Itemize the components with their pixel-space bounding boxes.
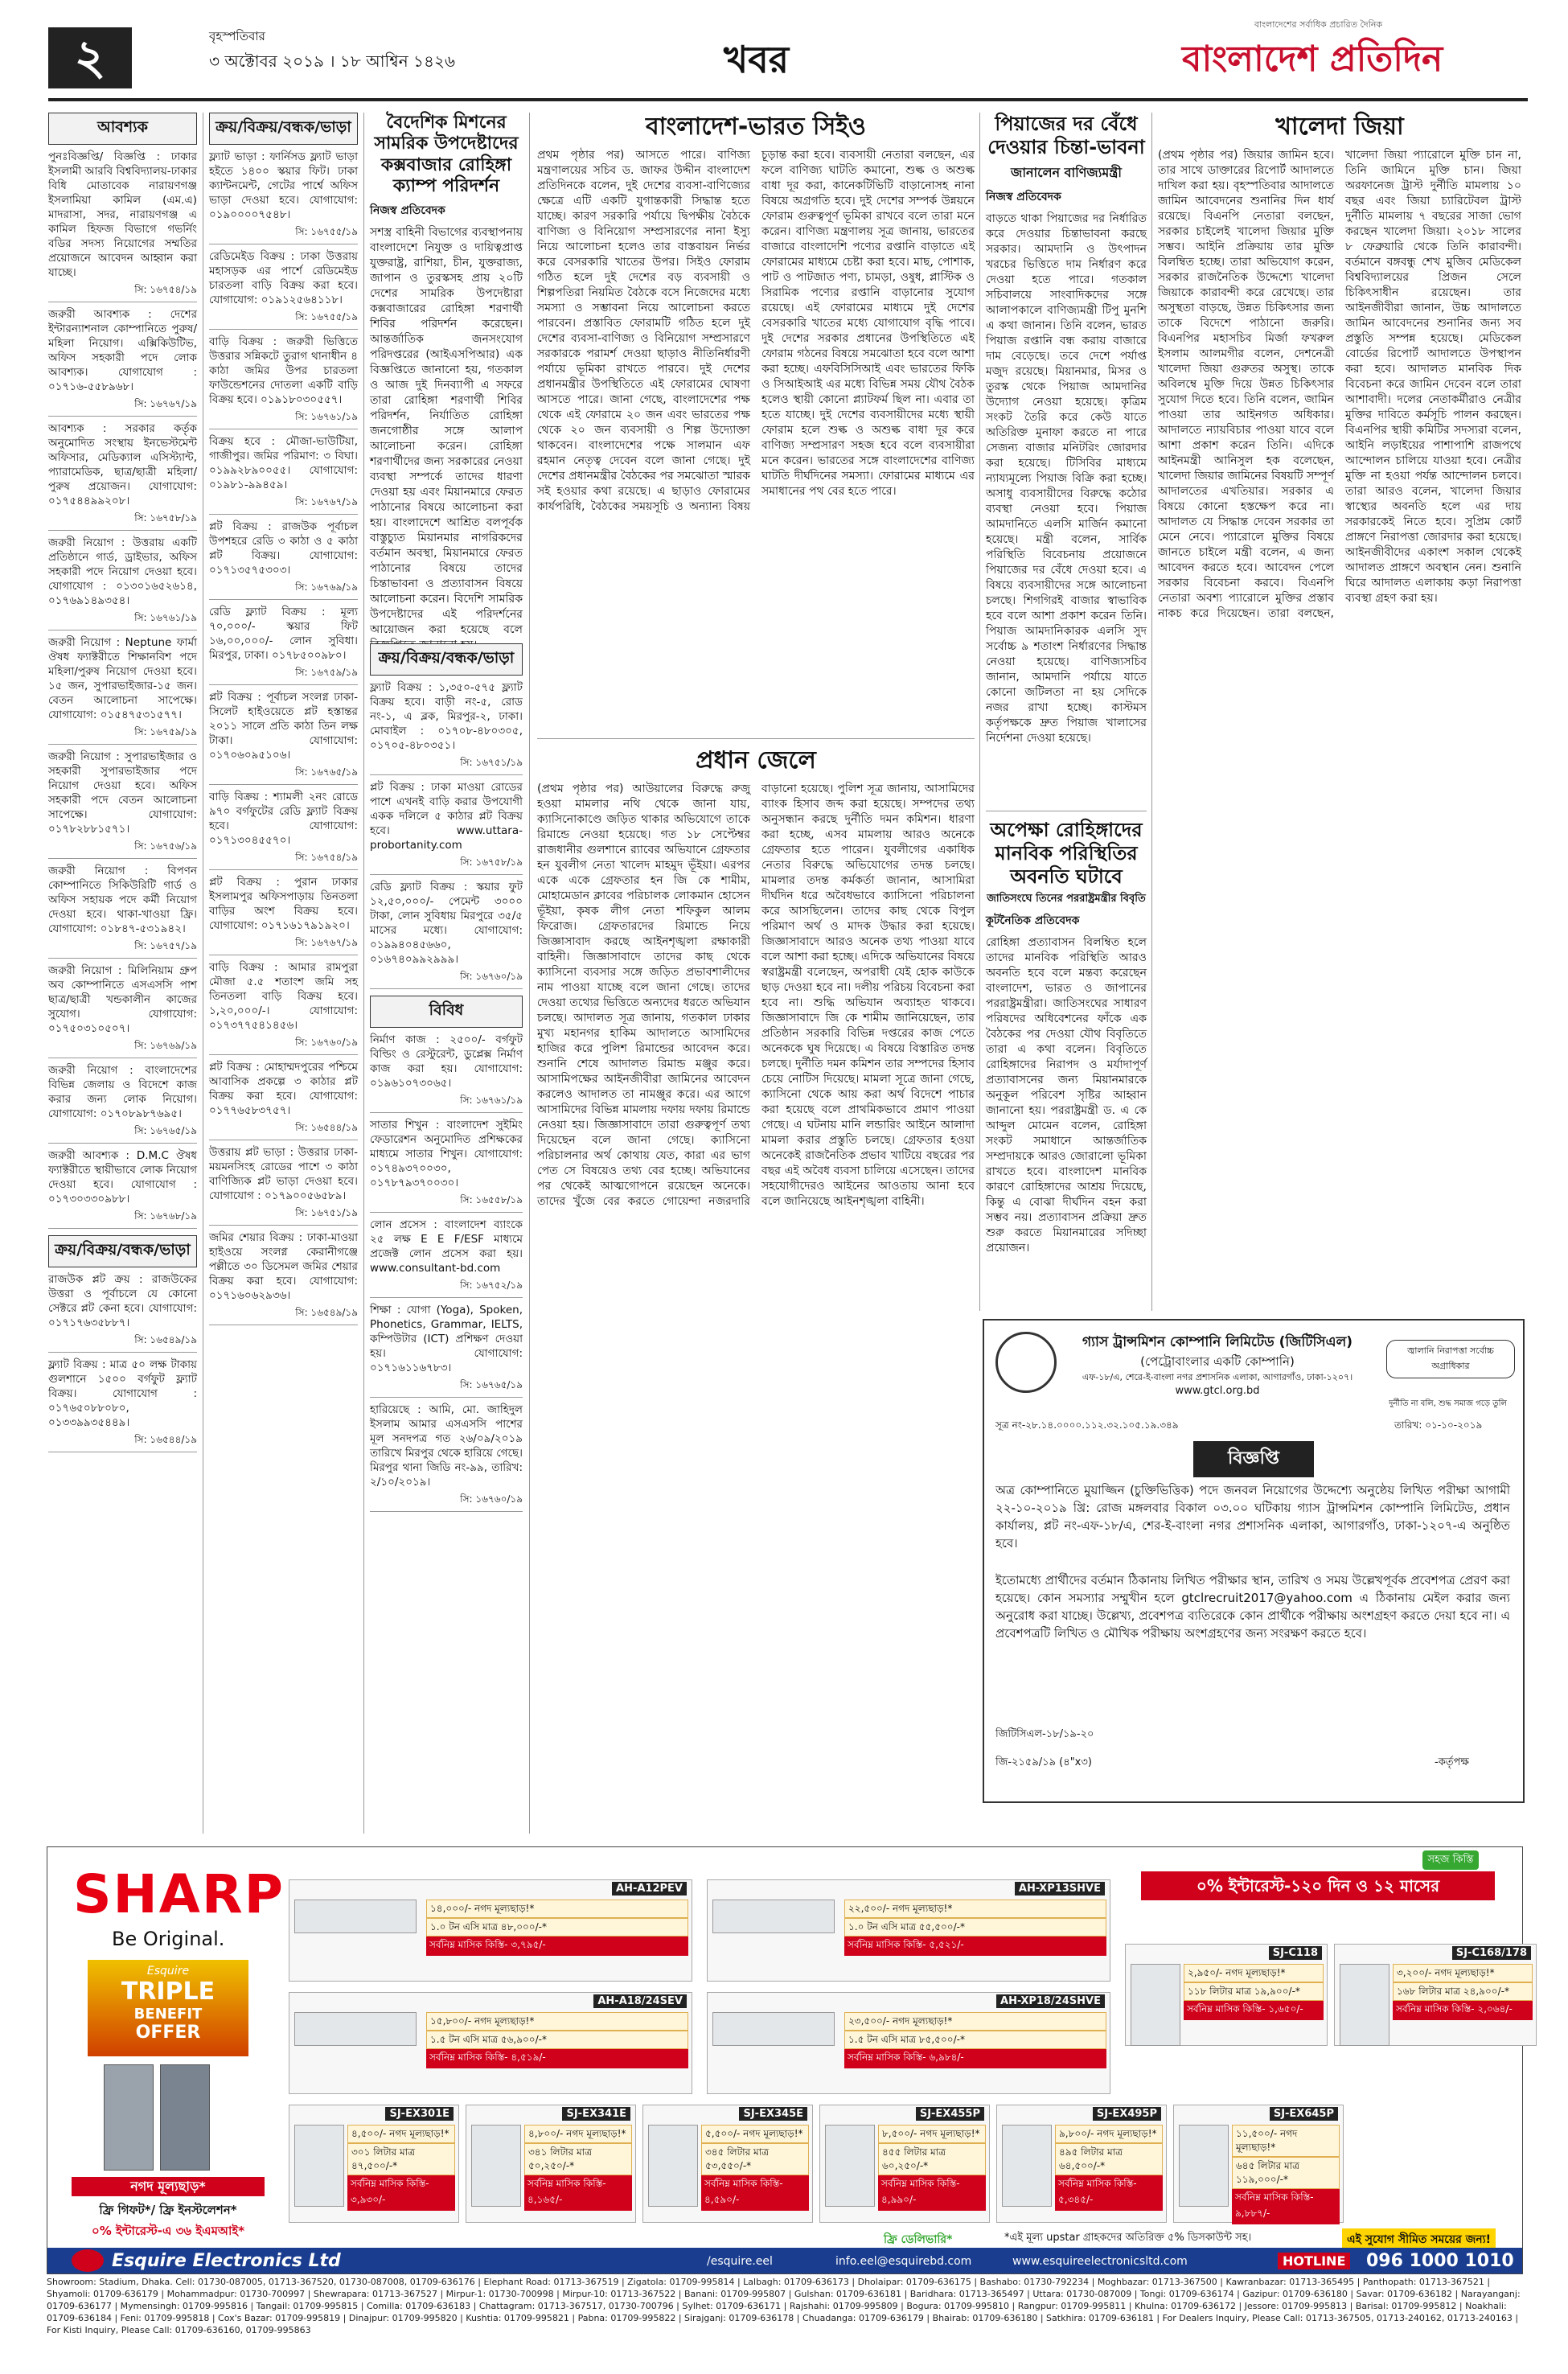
classified-item-ref: সি: ১৬৫৪৯/১৯	[48, 1333, 197, 1353]
classified-item-ref: সি: ১৬৭৫৭/১৯	[48, 939, 197, 959]
min-installment: সর্বনিম্ন মাসিক কিস্তি- ৪,৫৯০/-	[701, 2175, 809, 2211]
classified-item-ref: সি: ১৬৭৬১/১৯	[370, 1094, 523, 1113]
classified-list	[209, 150, 358, 1325]
story-rohingya-advisers	[370, 113, 523, 636]
story-headline: খালেদা জিয়া	[1275, 113, 1404, 141]
story-rohingya-repatriation	[986, 819, 1147, 1311]
classified-item-ref: সি: ১৬৭৬৭/১৯	[48, 397, 197, 417]
product-price: ১.০ টন এসি মাত্র ৫৫,৫০০/-*	[844, 1918, 1106, 1937]
notice-body-2: ইতোমধ্যে প্রার্থীদের বর্তমান ঠিকানায় লিখিত পরীক্ষার স্থান, তারিখ ও সময় উল্লেখপূর্বক প্রবেশপত্র প্রেরণ করা হয়েছে। কোন সমস্যার সম্মুখীন হলে gtclrecruit2017@yahoo.com এ ঠিকানায় মেইল করার জন্য অনুরোধ করা যাচ্ছে। উল্লেখ্য, প্রবেশপত্র ব্যতিরেকে কোন প্রার্থীকে পরীক্ষায় অংশগ্রহণ করতে দেয়া হবে না। এ প্রবেশপত্রটি লিখিত ও মৌখিক পরীক্ষায় অংশগ্রহণের জন্য সংরক্ষণ করতে হবে।	[995, 1573, 1510, 1641]
product-card	[289, 2105, 459, 2223]
min-installment: সর্বনিম্ন মাসিক কিস্তি- ৫,৫২১/-	[844, 1937, 1106, 1956]
classified-item-ref: সি: ১৬৭৬০/১৯	[370, 1493, 523, 1512]
classified-item-text: জরুরী আবশ্যক : D.M.C ঔষধ ফ্যাক্টরীতে স্থায়ীভাবে লোক নিয়োগ দেওয়া হবে। যোগাযোগ : ০১৭৩০৩৩০৯৮৮।	[48, 1149, 197, 1205]
story-body: (প্রথম পৃষ্ঠার পর) আউয়ালের বিরুদ্ধে রুজু হওয়া মামলার নথি থেকে জানা যায়, ক্যাসিনোকাণ্ডে জড়িত থাকার অভিযোগে তাকে রিমান্ডে নেওয়া হয়েছে। গত ১৮ সেপ্টেম্বর রাজধানীর গুলশানে র‍্যাবের অভিযানে গ্রেফতার হন যুবলীগ নেতা খালেদ মাহমুদ ভূঁইয়া। এরপর একে একে গ্রেফতার হন জি কে শামীম, মোহামেডান ক্লাবের পরিচালক লোকমান হোসেন ভূঁইয়া, কৃষক লীগ নেতা শফিকুল আলম ফিরোজ। গ্রেফতারদের রিমান্ডে নিয়ে জিজ্ঞাসাবাদ করছে আইনশৃঙ্খলা রক্ষাকারী বাহিনী। জিজ্ঞাসাবাদে তাদের কাছ থেকে ক্যাসিনো ব্যবসার সঙ্গে জড়িত প্রভাবশালীদের নাম পাওয়া যাচ্ছে বলে জানা গেছে। তাদের দেওয়া তথ্যের ভিত্তিতে অন্যদের ধরতে অভিযান চলছে। আদালত সূত্র জানায়, গতকাল ঢাকার মুখ্য মহানগর হাকিম আদালতে আসামিদের হাজির করে পুলিশ রিমান্ডের আবেদন করে। শুনানি শেষে আদালত রিমান্ড মঞ্জুর করে। আসামিপক্ষের আইনজীবীরা জামিনের আবেদন করলেও আদালত তা নামঞ্জুর করে। এর আগে আসামিদের বিভিন্ন মামলায় দফায় দফায় রিমান্ডে নেওয়া হয়। জিজ্ঞাসাবাদে তারা গুরুত্বপূর্ণ তথ্য দিয়েছেন বলে জানা গেছে। ক্যাসিনো পরিচালনার অর্থ কোথায় যেত, কারা এর ভাগ পেত সে বিষয়েও তথ্য বের হচ্ছে। অভিযানের পর থেকেই আত্মগোপনে রয়েছেন অনেকে। তাদের খুঁজে বের করতে গোয়েন্দা নজরদারি বাড়ানো হয়েছে। পুলিশ সূত্র জানায়, আসামিদের ব্যাংক হিসাব জব্দ করা হয়েছে। সম্পদের তথ্য অনুসন্ধান করছে দুর্নীতি দমন কমিশন। ধারণা করা হচ্ছে, এসব মামলায় আরও অনেকে গ্রেফতার হতে পারেন। যুবলীগের একাধিক নেতার বিরুদ্ধে অভিযোগের তদন্ত চলছে। মামলার তদন্ত কর্মকর্তা জানান, আসামিরা দীর্ঘদিন ধরে অবৈধভাবে ক্যাসিনো পরিচালনা করে আসছিলেন। তাদের কাছ থেকে বিপুল পরিমাণ অর্থ ও মাদক উদ্ধার করা হয়েছে। জিজ্ঞাসাবাদে আরও অনেক তথ্য পাওয়া যাবে বলে আশা করা হচ্ছে। এদিকে অভিযানের বিষয়ে স্বরাষ্ট্রমন্ত্রী বলেছেন, অপরাধী যেই হোক কাউকে ছাড় দেওয়া হবে না। দলীয় পরিচয় বিবেচনা করা হবে না। শুদ্ধি অভিযান অব্যাহত থাকবে। জিজ্ঞাসাবাদে জি কে শামীম জানিয়েছেন, তার প্রতিষ্ঠান সরকারি বিভিন্ন দপ্তরের কাজ পেতে অনেককে ঘুষ দিয়েছে। এ বিষয়ে বিস্তারিত তদন্ত চলছে। দুর্নীতি দমন কমিশন তার সম্পদের হিসাব চেয়ে নোটিস দিয়েছে। মামলা সূত্রে জানা গেছে, ক্যাসিনো থেকে আয় করা অর্থ বিদেশে পাচার করা হয়েছে বলে প্রাথমিকভাবে প্রমাণ পাওয়া গেছে। এ ঘটনায় মানি লন্ডারিং আইনে আলাদা মামলা করার প্রস্তুতি চলছে। গ্রেফতার হওয়া অনেকেই রাজনৈতিক প্রভাব খাটিয়ে বছরের পর বছর এই অবৈধ ব্যবসা চালিয়ে এসেছেন। তাদের সহযোগীদেরও আইনের আওতায় আনা হবে বলে জানিয়েছে আইনশৃঙ্খলা বাহিনী।	[537, 782, 975, 1208]
classified-item-ref: সি: ১৬৭৫৮/১৯	[370, 856, 523, 875]
header-day: বৃহস্পতিবার	[209, 29, 265, 43]
refrigerator-image	[648, 2125, 698, 2207]
min-installment: সর্বনিম্ন মাসিক কিস্তি- ১,৬৫০/-	[1184, 2001, 1324, 2020]
product-card	[289, 1992, 692, 2094]
classified-section-head: বিবিধ	[370, 996, 523, 1028]
classified-item-ref: সি: ১৬৭৬১/১৯	[48, 611, 197, 630]
notice-title: বিজ্ঞপ্তি	[1193, 1441, 1314, 1477]
notice-company: গ্যাস ট্রান্সমিশন কোম্পানি লিমিটেড (জিটিসিএল)	[1082, 1334, 1353, 1350]
emi-banner: ০% ইন্টারেস্ট-১২০ দিন ও ১২ মাসের	[1141, 1871, 1495, 1900]
classified-list	[48, 1272, 197, 1452]
classified-section-head: ক্রয়/বিক্রয়/বন্ধক/ভাড়া	[370, 643, 523, 676]
story-byline: নিজস্ব প্রতিবেদক	[370, 203, 445, 217]
classified-section-head: ক্রয়/বিক্রয়/বন্ধক/ভাড়া	[209, 113, 358, 145]
product-model: SJ-C168/178	[1452, 1946, 1531, 1960]
air-conditioner-image	[712, 2012, 835, 2046]
classified-section-head: ক্রয়/বিক্রয়/বন্ধক/ভাড়া	[48, 1235, 197, 1267]
classified-column-1	[48, 113, 197, 1834]
product-card	[707, 1879, 1110, 1982]
classified-item-text: রেডি ফ্ল্যাট বিক্রয় : মূল্য ৭০,০০০/- স্কয়ার ফিট ১৬,০০,০০০/- লোন সুবিধা। মিরপুর, ঢাকা। ০১৭৮৫০০৯৮০।	[209, 606, 358, 662]
min-installment: সর্বনিম্ন মাসিক কিস্তি- ৪,৯৯০/-	[878, 2175, 986, 2211]
newspaper-logo: বাংলাদেশ প্রতিদিন	[1182, 39, 1443, 80]
classified-item-ref: সি: ১৬৭৫১/১৯	[370, 756, 523, 775]
classified-item-ref: সি: ১৬৭৫৪/১৯	[209, 851, 358, 870]
story-body: বাড়তে থাকা পিয়াজের দর নির্ধারিত করে দেওয়ার চিন্তাভাবনা করছে সরকার। আমদানি ও উৎপাদন খরচের ভিত্তিতে দাম নির্ধারণ করে দেওয়া হতে পারে। গতকাল সচিবালয়ে সাংবাদিকদের সঙ্গে আলাপকালে বাণিজ্যমন্ত্রী টিপু মুনশি এ কথা জানান। তিনি বলেন, ভারত পিয়াজ রপ্তানি বন্ধ করায় বাজারে দাম বেড়েছে। তবে দেশে পর্যাপ্ত মজুদ রয়েছে। মিয়ানমার, মিসর ও তুরস্ক থেকে পিয়াজ আমদানির উদ্যোগ নেওয়া হয়েছে। কৃত্রিম সংকট তৈরি করে কেউ যাতে অতিরিক্ত মুনাফা করতে না পারে সেজন্য বাজার মনিটরিং জোরদার করা হয়েছে। টিসিবির মাধ্যমে ন্যায্যমূল্যে পিয়াজ বিক্রি করা হচ্ছে। অসাধু ব্যবসায়ীদের বিরুদ্ধে কঠোর ব্যবস্থা নেওয়া হবে। পিয়াজ আমদানিতে এলসি মার্জিন কমানো হয়েছে। মন্ত্রী বলেন, সার্বিক পরিস্থিতি বিবেচনায় প্রয়োজনে পিয়াজের দর বেঁধে দেওয়া হবে। এ বিষয়ে ব্যবসায়ীদের সঙ্গে আলোচনা চলছে। শিগগিরই বাজার স্বাভাবিক হবে বলে আশা প্রকাশ করেন তিনি। পিয়াজ আমদানিকারক এলসি সুদ সর্বোচ্চ ৯ শতাংশ নির্ধারণের সিদ্ধান্ত নেওয়া হয়েছে। বাণিজ্যসচিব জানান, আমদানি পর্যায়ে যাতে কোনো জটিলতা না হয় সেদিকে নজর রাখা হচ্ছে। কাস্টমস কর্তৃপক্ষকে দ্রুত পিয়াজ খালাসের নির্দেশনা দেওয়া হয়েছে।	[986, 212, 1147, 745]
showroom-list: Showroom: Stadium, Dhaka. Cell: 01730-087005, 01713-367520, 01730-087008, 01709-636176 | Elephant Road: 01713-367519 | Zigatola: 01709-995814 | Lalbagh: 01709-636173 | Dholaipar: 01709-636175 | Bashabo: 01730-792234 | Moghbazar: 01713-367500 | Kawranbazar: 01713-365495 | Panthopath: 01713-367521 | Shyamoli: 01709-636179 | Mohammadpur: 01730-700997 | Shewrapara: 01713-367527 | Mirpur-1: 01730-700998 | Mirpur-10: 01713-367522 | Banani: 01709-995807 | Gulshan: 01709-636181 | Baridhara: 01713-365497 | Uttara: 01730-087009 | Tongi: 01709-636174 | Gazipur: 01709-636180 | Savar: 01709-636182 | Narayanganj: 01709-636177 | Mymensingh: 01709-995816 | Tangail: 01709-995815 | Comilla: 01709-636183 | Chattagram: 01713-367517, 01730-700796 | Sylhet: 01709-636171 | Rajshahi: 01709-995809 | Bogura: 01709-995810 | Rangpur: 01709-995811 | Khulna: 01709-636172 | Jessore: 01709-995813 | Barisal: 01709-995812 | Noakhali: 01709-636184 | Feni: 01709-995818 | Cox's Bazar: 01709-995819 | Dinajpur: 01709-995820 | Kushtia: 01709-995821 | Pabna: 01709-995822 | Sirajganj: 01709-636178 | Chuadanga: 01709-636179 | Bhairab: 01709-636180 | Satkhira: 01709-636181 | For Dealers Inquiry, Please Call: 01713-367505, 01713-240162, 01713-240163 | For Kisti Inquiry, Please Call: 01709-636160, 01709-995863	[47, 2277, 1521, 2335]
classified-item-text: জরুরী নিয়োগ : উত্তরায় একটি প্রতিষ্ঠানে গার্ড, ড্রাইভার, অফিস সহকারী পদে নিয়োগ দেওয়া হবে। যোগাযোগ : ০১৩০১৬৫২৬১৪, ০১৭৬৯১৪৯৩৫৪।	[48, 536, 197, 607]
story-bd-india-ceo	[537, 113, 975, 732]
classified-item-ref: সি: ১৬৭৫৯/১৯	[48, 725, 197, 745]
classified-item-text: ফ্ল্যাট বিক্রয় : ১,৩৫০-৫৭৫ ফ্ল্যাট বিক্রয় হবে। বাড়ী নং-৫, রোড নং-১, এ ব্লক, মিরপুর-২, ঢাকা। মোবাইল : ০১৭০৮-৪৮০৩০৫, ০১৭০৫-৪৮০৩৫১।	[370, 681, 523, 752]
cash-discount: ১৪,০০০/- নগদ মূল্যছাড়!*	[426, 1900, 688, 1918]
classified-item-text: হারিয়েছে : আমি, মো. জাহিদুল ইসলাম আমার এসএসসি পাশের মূল সনদপত্র গত ২৬/০৯/২০১৯ তারিখে মিরপুর থেকে হারিয়ে গেছে। মিরপুর থানা জিডি নং-৯৯, তারিখ: ২/১০/২০১৯।	[370, 1403, 523, 1489]
page-number: ২	[48, 27, 132, 88]
upstar-note: *এই মূল্য upstar গ্রাহকদের অতিরিক্ত ৫% ডিসকাউন্ট সহ।	[1004, 2232, 1252, 2244]
story-headline: অপেক্ষা রোহিঙ্গাদের মানবিক পরিস্থিতির অবনতি ঘটাবে	[990, 819, 1143, 888]
classified-item-text: বাড়ি বিক্রয় : আমার রামপুরা মৌজা ৫.৫ শতাংশ জমি সহ তিনতলা বাড়ি বিক্রয় হবে। ১,২০,০০০/-। যোগাযোগ: ০১৭৩৭৭৫৪১৪৫৬।	[209, 961, 358, 1032]
notice-body: অত্র কোম্পানিতে মুয়াজ্জিন (চুক্তিভিত্তিক) পদে জনবল নিয়োগের উদ্দেশ্যে অনুষ্ঠেয় লিখিত পরীক্ষা আগামী ২২-১০-২০১৯ খ্রি: রোজ মঙ্গলবার বিকাল ০৩.০০ ঘটিকায় গ্যাস ট্রান্সমিশন কোম্পানি লিমিটেড, প্রধান কার্যালয়, প্লট নং-এফ-১৮/এ, শের-ই-বাংলা নগর প্রশাসনিক এলাকা, আগারগাঁও, ঢাকা-১২০৭-এ অনুষ্ঠিত হবে।	[995, 1483, 1510, 1550]
classified-item-ref: সি: ১৬৭৫১/১৯	[209, 1206, 358, 1226]
product-model: SJ-EX645P	[1270, 2107, 1338, 2121]
story-subhead: জাতিসংঘে তিনের পররাষ্ট্রমন্ত্রীর বিবৃতি	[987, 893, 1146, 906]
classified-item-text: বাড়ি বিক্রয় : জরুরী ভিত্তিতে উত্তরার সন্নিকটে তুরাগ থানাধীন ৪ কাঠা জমির উপর চারতলা ফাউন্ডেশনের দোতলা একটি বাড়ি বিক্রয় হবে। ০১৯১৮০৩০৫৫৭।	[209, 335, 358, 406]
story-body: (প্রথম পৃষ্ঠার পর) জিয়ার জামিন হবে। তার সাথে ডাক্তারের রিপোর্ট আদালতে দাখিল করা হয়। বৃহস্পতিবার আদালতে জামিন আবেদনের শুনানির দিন ধার্য রয়েছে। বিএনপি নেতারা বলছেন, সরকার চাইলেই খালেদা জিয়ার মুক্তি সম্ভব। আইনি প্রক্রিয়ায় তার মুক্তি বিলম্বিত হচ্ছে। তারা অভিযোগ করেন, সরকার রাজনৈতিক উদ্দেশ্যে খালেদা জিয়াকে কারাবন্দী করে রেখেছে। তার অসুস্থতা বাড়ছে, উন্নত চিকিৎসার জন্য তাকে বিদেশে পাঠানো জরুরি। বিএনপির মহাসচিব মির্জা ফখরুল ইসলাম আলমগীর বলেন, দেশনেত্রী খালেদা জিয়া গুরুতর অসুস্থ। তাকে অবিলম্বে মুক্তি দিয়ে উন্নত চিকিৎসার সুযোগ দিতে হবে। তিনি বলেন, জামিন পাওয়া তার আইনগত অধিকার। আদালতে ন্যায়বিচার পাওয়া যাবে বলে আশা প্রকাশ করেন তিনি। এদিকে আইনমন্ত্রী আনিসুল হক বলেছেন, খালেদা জিয়ার জামিনের বিষয়টি সম্পূর্ণ আদালতের এখতিয়ার। সরকার এ বিষয়ে কোনো হস্তক্ষেপ করে না। আদালত যে সিদ্ধান্ত দেবেন সরকার তা মেনে নেবে। প্যারোলে মুক্তির বিষয়ে জানতে চাইলে মন্ত্রী বলেন, এ জন্য আবেদন করতে হবে। আবেদন পেলে সরকার বিবেচনা করবে। বিএনপি নেতারা অবশ্য প্যারোলে মুক্তির প্রস্তাব নাকচ করে দিয়েছেন। তারা বলছেন, খালেদা জিয়া প্যারোলে মুক্তি চান না, তিনি জামিনে মুক্তি চান। জিয়া অরফানেজ ট্রাস্ট দুর্নীতি মামলায় ১০ বছর এবং জিয়া চ্যারিটেবল ট্রাস্ট দুর্নীতি মামলায় ৭ বছরের সাজা ভোগ করছেন খালেদা জিয়া। ২০১৮ সালের ৮ ফেব্রুয়ারি থেকে তিনি কারাবন্দী। বর্তমানে বঙ্গবন্ধু শেখ মুজিব মেডিকেল বিশ্ববিদ্যালয়ের প্রিজন সেলে চিকিৎসাধীন রয়েছেন। তার আইনজীবীরা জানান, উচ্চ আদালতে জামিন আবেদনের শুনানির জন্য সব প্রস্তুতি সম্পন্ন হয়েছে। মেডিকেল বোর্ডের রিপোর্ট আদালতে উপস্থাপন করা হবে। আদালত মানবিক দিক বিবেচনা করে জামিন দেবেন বলে তারা আশাবাদী। দলের নেতাকর্মীরাও নেত্রীর মুক্তির দাবিতে কর্মসূচি পালন করছেন। বিএনপির স্থায়ী কমিটির সদস্যরা বলেন, আইনি লড়াইয়ের পাশাপাশি রাজপথে আন্দোলন চালিয়ে যাওয়া হবে। নেত্রীর মুক্তি না হওয়া পর্যন্ত আন্দোলন চলবে। তারা আরও বলেন, খালেদা জিয়ার স্বাস্থ্যের অবনতি হলে এর দায় সরকারকেই নিতে হবে। সুপ্রিম কোর্ট প্রাঙ্গণে নিরাপত্তা জোরদার করা হয়েছে। আইনজীবীদের একাংশ সকাল থেকেই আদালত প্রাঙ্গণে অবস্থান নেন। শুনানি ঘিরে আদালত এলাকায় কড়া নিরাপত্তা ব্যবস্থা গ্রহণ করা হয়।	[1158, 149, 1521, 620]
product-card	[642, 2105, 813, 2223]
section-title: খবর	[724, 38, 790, 81]
classified-item-ref: সি: ১৬৭৬৭/১৯	[209, 495, 358, 515]
column-divider	[979, 113, 980, 1311]
classified-list	[370, 680, 523, 989]
classified-item-text: প্লট বিক্রয় : মোহাম্মদপুরের পশ্চিমে আবাসিক প্রকল্পে ৩ কাঠার প্লট বিক্রয় করা হবে। যোগাযোগ: ০১৭৭৬৫৮৩৭৫৭।	[209, 1061, 358, 1117]
product-model: SJ-EX341E	[562, 2107, 630, 2121]
classified-item-text: ফ্ল্যাট বিক্রয় : মাত্র ৫০ লক্ষ টাকায় গুলশানে ১৫০০ বর্গফুট ফ্ল্যাট বিক্রয়। যোগাযোগ : ০১৭৬৫০৮৮০৮০, ০১৩৩৯৯৩৫৪৪৯।	[48, 1358, 197, 1429]
story-khaleda-zia	[1158, 113, 1521, 1311]
story-divider	[537, 738, 975, 739]
esquire-emblem-icon	[72, 2249, 104, 2272]
min-installment: সর্বনিম্ন মাসিক কিস্তি- ২,০৬৪/-	[1393, 2001, 1533, 2020]
cash-discount: ৪,৫০০/- নগদ মূল্যছাড়!*	[347, 2125, 455, 2143]
classified-item-text: জরুরী নিয়োগ : সুপারভাইজার ও সহকারী সুপারভাইজার পদে নিয়োগ দেওয়া হবে। অফিস সহকারী পদে বেতন আলোচনা সাপেক্ষে। যোগাযোগ: ০১৭৮২৮৮১৫৭১।	[48, 750, 197, 836]
column-divider	[1151, 113, 1152, 1311]
story-headline: পিয়াজের দর বেঁধে দেওয়ার চিন্তা-ভাবনা	[987, 113, 1145, 158]
air-conditioner-image	[712, 1900, 835, 1933]
min-installment: সর্বনিম্ন মাসিক কিস্তি- ৯,৮৮৭/-	[1232, 2189, 1340, 2224]
classified-item-text: সাতার শিখুন : বাংলাদেশ সুইমিং ফেডারেশন অনুমোদিত প্রশিক্ষকের মাধ্যমে সাতার শিখুন। যোগাযোগ: ০১৭৪৯৩৭০০৩০, ০১৭৮৭৯৩৭০০৩০।	[370, 1119, 523, 1189]
air-conditioner-image	[294, 2012, 417, 2046]
product-price: ১.০ টন এসি মাত্র ৪৮,০০০/-*	[426, 1918, 688, 1937]
classified-list	[48, 150, 197, 1229]
product-price: ১.৫ টন এসি মাত্র ৫৬,৯০০/-*	[426, 2031, 688, 2049]
logo-tagline: বাংলাদেশের সর্বাধিক প্রচারিত দৈনিক	[1254, 19, 1383, 30]
limited-time-label: এই সুযোগ সীমিত সময়ের জন্য!	[1342, 2228, 1496, 2251]
notice-slogan: জ্বালানি নিরাপত্তা সর্বোচ্চ অগ্রাধিকার	[1386, 1340, 1515, 1378]
product-price: ৬৪৫ লিটার মাত্র ১১৯,০০০/-*	[1232, 2157, 1340, 2189]
product-price: ৪৯৫ লিটার মাত্র ৬৪,৫০০/-*	[1055, 2143, 1163, 2175]
classified-item-text: রেডি ফ্ল্যাট বিক্রয় : স্কয়ার ফুট ১২,৫০,০০০/- পেমেন্ট ৩০০০ টাকা, লোন সুবিধায় মিরপুরে ৩৫/৫ মাসের মধ্যে। যোগাযোগ: ০১৯৯৪০৪৫৬৬০, ০১৬৭৪০৯৯২৯৯৯।	[370, 881, 523, 966]
offer-line-2: BENEFIT	[133, 2006, 203, 2023]
product-card	[466, 2105, 636, 2223]
classified-item-text: শিক্ষা : যোগা (Yoga), Spoken, Phonetics, Grammar, IELTS, কম্পিউটার (ICT) প্রশিক্ষণ দেওয়া হয়। যোগাযোগ: ০১৭১৬১১৬৭৮৩।	[370, 1304, 523, 1374]
classified-item-ref: সি: ১৬৭৫৫/১৯	[209, 310, 358, 330]
classified-item-ref: সি: ১৬৭৫৫/১৯	[209, 225, 358, 244]
classified-item-text: প্লট বিক্রয় : ঢাকা মাওয়া রোডের পাশে এখনই বাড়ি করার উপযোগী একক দলিলে ৫ কাঠার প্লট বিক্রয় হবে। www.uttara-probortanity.com	[370, 781, 523, 852]
column-divider	[529, 113, 530, 1834]
fridge-image	[104, 2064, 154, 2171]
min-installment: সর্বনিম্ন মাসিক কিস্তি- ৬,৯৮৪/-	[844, 2049, 1106, 2068]
classified-item-ref: সি: ১৬৭৫২/১৯	[370, 1279, 523, 1298]
story-body: প্রথম পৃষ্ঠার পর) আসতে পারে। বাণিজ্য মন্ত্রণালয়ের সচিব ড. জাফর উদ্দীন বাংলাদেশ প্রতিদিনকে বলেন, দুই দেশের ব্যবসা-বাণিজ্যের ক্ষেত্রে এটি একটি যুগান্তকারী সিদ্ধান্ত হতে যাচ্ছে। কারণ সরকারি পর্যায়ে দ্বিপক্ষীয় বৈঠকে বাণিজ্য ও বিনিয়োগ সম্প্রসারণের নানা ইস্যু নিয়ে আলোচনা হলেও তার বাস্তবায়ন নির্ভর করে বেসরকারি খাতের উপর। সিইও ফোরাম গঠিত হলে দুই দেশের বড় ব্যবসায়ী ও শিল্পপতিরা নিয়মিত বৈঠকে বসে নিজেদের মধ্যে সমস্যা ও সম্ভাবনা নিয়ে আলোচনা করতে পারবেন। প্রস্তাবিত ফোরামটি গঠিত হলে দুই দেশের ব্যবসা-বাণিজ্য ও বিনিয়োগ সম্প্রসারণে সরকারকে পরামর্শ দেওয়া ছাড়াও নীতিনির্ধারণী পর্যায়ে ভূমিকা রাখতে পারবে। দুই দেশের প্রধানমন্ত্রীর উপস্থিতিতে এই ফোরামের ঘোষণা আসতে পারে। জানা গেছে, বাংলাদেশের পক্ষ থেকে এই ফোরামে ২০ জন এবং ভারতের পক্ষ থেকে ২০ জন ব্যবসায়ী ও শিল্প উদ্যোক্তা থাকবেন। বাংলাদেশের পক্ষে সালমান এফ রহমান নেতৃত্ব দেবেন বলে জানা গেছে। দুই দেশের প্রধানমন্ত্রীর বৈঠকের পর সমঝোতা স্মারক সই হওয়ার কথা রয়েছে। এ ছাড়াও ফোরামের কার্যপরিধি, বৈঠকের সময়সূচি ও অন্যান্য বিষয় চূড়ান্ত করা হবে। ব্যবসায়ী নেতারা বলছেন, এর ফলে বাণিজ্য ঘাটতি কমানো, শুল্ক ও অশুল্ক বাধা দূর করা, কানেকটিভিটি বাড়ানোসহ নানা বিষয়ে অগ্রগতি হবে। দুই দেশের সম্পর্ক উন্নয়নে ফোরাম গুরুত্বপূর্ণ ভূমিকা রাখবে বলে তারা মনে করেন। বাণিজ্য মন্ত্রণালয় সূত্র জানায়, ভারতের বাজারে বাংলাদেশি পণ্যের রপ্তানি বাড়াতে এই ফোরামের মাধ্যমে চেষ্টা করা হবে। মাছ, পোশাক, পাট ও পাটজাত পণ্য, চামড়া, ওষুধ, প্লাস্টিক ও সিরামিক পণ্যের রপ্তানি বাড়ানোর সুযোগ রয়েছে। এই ফোরামের মাধ্যমে দুই দেশের বেসরকারি খাতের মধ্যে যোগাযোগ বৃদ্ধি পাবে। দুই দেশের সরকার প্রধানের উপস্থিতিতে এই ফোরাম গঠনের বিষয়ে সমঝোতা হবে বলে আশা করা হচ্ছে। এফবিসিসিআই এবং ভারতের ফিকি ও সিআইআই এর মধ্যে বিভিন্ন সময় যৌথ বৈঠক হলেও স্থায়ী কোনো প্ল্যাটফর্ম ছিল না। এবার তা হতে যাচ্ছে। দুই দেশের ব্যবসায়ীদের মধ্যে স্থায়ী ফোরাম হলে শুল্ক ও অশুল্ক বাধা দূর করে বাণিজ্য সম্প্রসারণ সহজ হবে বলে ব্যবসায়ীরা মনে করেন। ভারতের সঙ্গে বাংলাদেশের বাণিজ্য ঘাটতি দীর্ঘদিনের সমস্যা। ফোরামের মাধ্যমে এর সমাধানের পথ বের হতে পারে।	[537, 149, 975, 513]
notice-authority: -কর্তৃপক্ষ	[1435, 1756, 1469, 1768]
product-model: SJ-EX345E	[739, 2107, 807, 2121]
refrigerator-image	[1131, 1964, 1180, 2046]
classified-item-text: জরুরী নিয়োগ : বিপণন কোম্পানিতে সিকিউরিটি গার্ড ও অফিস সহায়ক পদে কর্মী নিয়োগ দেওয়া হবে। থাকা-খাওয়া ফ্রি। যোগাযোগ: ০১৮৪৭-৫৩১৯৪২।	[48, 865, 197, 935]
gtcl-notice	[983, 1319, 1525, 1803]
sharp-esquire-advertisement	[47, 1846, 1527, 2274]
classified-item-ref: সি: ১৬৭৫৮/১৯	[48, 511, 197, 531]
notice-slogan-2: দুর্নীতি না বলি, শুদ্ধ সমাজ গড়ে তুলি	[1389, 1399, 1507, 1408]
product-model: SJ-EX455P	[916, 2107, 984, 2121]
product-model: SJ-EX495P	[1093, 2107, 1161, 2121]
classified-item-ref: সি: ১৬৭৬৮/১৯	[48, 1210, 197, 1229]
notice-company-sub: (পেট্রোবাংলার একটি কোম্পানি)	[1140, 1354, 1295, 1369]
classified-item-ref: সি: ১৬৫৪৯/১৯	[209, 1306, 358, 1325]
hotline-number[interactable]: 096 1000 1010	[1366, 2251, 1514, 2271]
classified-item-text: লোন প্রসেস : বাংলাদেশ ব্যাংকে ২৫ লক্ষ E E F/ESF মাধ্যমে প্রজেক্ট লোন প্রসেস করা হয়। www.consultant-bd.com	[370, 1218, 523, 1275]
refrigerator-image	[1002, 2125, 1052, 2207]
triple-benefit-badge	[88, 1960, 248, 2056]
story-byline: নিজস্ব প্রতিবেদক	[986, 190, 1061, 203]
classified-item-text: জরুরী নিয়োগ : মিলিনিয়াম গ্রুপ অব কোম্পানিতে এসএসসি পাশ ছাত্র/ছাত্রী খন্ডকালীন কাজের সুযোগ। যোগাযোগ: ০১৭৫০৩১০৫০৭।	[48, 964, 197, 1035]
classified-item-ref: সি: ১৬৫৫৮/১৯	[370, 1193, 523, 1213]
story-headline: বাংলাদেশ-ভারত সিইও	[646, 113, 866, 141]
esquire-mini-logo: Esquire	[146, 1965, 190, 1978]
story-body: রোহিঙ্গা প্রত্যাবাসন বিলম্বিত হলে তাদের মানবিক পরিস্থিতি আরও অবনতি হবে বলে মন্তব্য করেছেন বাংলাদেশ, ভারত ও জাপানের পররাষ্ট্রমন্ত্রীরা। জাতিসংঘের সাধারণ পরিষদের অধিবেশনের ফাঁকে এক বৈঠকের পর দেওয়া যৌথ বিবৃতিতে তারা এ কথা বলেন। বিবৃতিতে রোহিঙ্গাদের নিরাপদ ও মর্যাদাপূর্ণ প্রত্যাবাসনের জন্য মিয়ানমারকে অনুকূল পরিবেশ সৃষ্টির আহ্বান জানানো হয়। পররাষ্ট্রমন্ত্রী ড. এ কে আব্দুল মোমেন বলেন, রোহিঙ্গা সংকট সমাধানে আন্তর্জাতিক সম্প্রদায়কে আরও জোরালো ভূমিকা রাখতে হবে। বাংলাদেশ মানবিক কারণে রোহিঙ্গাদের আশ্রয় দিয়েছে, কিন্তু এ বোঝা দীর্ঘদিন বহন করা সম্ভব নয়। প্রত্যাবাসন প্রক্রিয়া দ্রুত শুরু করতে মিয়ানমারের সদিচ্ছা প্রয়োজন।	[986, 936, 1147, 1255]
product-price: ৪৫৫ লিটার মাত্র ৬০,২৫০/-*	[878, 2143, 986, 2175]
product-model: SJ-C118	[1269, 1946, 1322, 1960]
refrigerator-image	[1179, 2125, 1229, 2207]
story-subhead: জানালেন বাণিজ্যমন্ত্রী	[1011, 164, 1122, 180]
product-model: SJ-EX301E	[385, 2107, 454, 2121]
sharp-logo: SHARP	[73, 1863, 285, 1925]
classified-item-ref: সি: ১৬৭৬০/১৯	[370, 970, 523, 989]
classified-item-text: রাজউক প্লট ক্রয় : রাজউকের উত্তরা ও পূর্বাচলে যে কোনো সেক্টরে প্লট কেনা হবে। যোগাযোগ: ০১৭১৭৬৩৫৮৮৭।	[48, 1273, 197, 1329]
cash-discount-label: নগদ মূল্যছাড়*	[72, 2177, 265, 2196]
classified-item-ref: সি: ১৬৭৬০/১৯	[209, 1036, 358, 1055]
free-delivery-label: ফ্রি ডেলিভারি*	[884, 2233, 953, 2246]
product-model: AH-XP18/24SHVE	[996, 1994, 1105, 2008]
sharp-tagline: Be Original.	[112, 1928, 225, 1950]
column-divider	[363, 113, 364, 1834]
classified-item-ref: সি: ১৬৫৪৪/১৯	[209, 1121, 358, 1140]
story-prodhan-jele	[537, 746, 975, 1832]
refrigerator-image	[471, 2125, 521, 2207]
product-card	[819, 2105, 990, 2223]
cash-discount: ২৩,৫০০/- নগদ মূল্যছাড়!*	[844, 2012, 1106, 2031]
classified-item-text: উত্তরায় প্লট ভাড়া : উত্তরার ঢাকা-ময়মনসিংহ রোডের পাশে ৩ কাঠা বাণিজ্যিক প্লট ভাড়া দেওয়া হবে। যোগাযোগ : ০১৭৯০০৫৬৫৮৯।	[209, 1146, 358, 1202]
classified-list	[370, 1033, 523, 1512]
cash-discount: ৯,৮০০/- নগদ মূল্যছাড়!*	[1055, 2125, 1163, 2143]
classified-item-ref: সি: ১৬৭৬১/১৯	[209, 410, 358, 429]
offer-line-3: OFFER	[135, 2023, 201, 2043]
notice-address: এফ-১৮/এ, শেরে-ই-বাংলা নগর প্রশাসনিক এলাকা, আগারগাঁও, ঢাকা-১২০৭।	[1082, 1372, 1353, 1382]
refrigerator-image	[825, 2125, 875, 2207]
classified-item-text: পুনঃবিজ্ঞপ্তি/ বিজ্ঞপ্তি : ঢাকার ইসলামী আরবি বিশ্ববিদ্যালয়-ঢাকার বিধি মোতাবেক নারায়ণগঞ্জ ইসলামিয়া কামিল (এম.এ) মাদরাসা, সদর, নারায়ণগঞ্জ এ কামিল হিফজ বিভাগে গভর্নিং বডির সদস্য নিয়োগের সম্মতির প্রয়োজনে আবেদন আহ্বান করা যাচ্ছে।	[48, 150, 198, 279]
offer-line-1: TRIPLE	[121, 1978, 215, 2006]
free-gift-label: ফ্রি গিফট*/ ফ্রি ইনস্টলেশন*	[99, 2203, 237, 2217]
classified-item-ref: সি: ১৬৭৬৭/১৯	[209, 936, 358, 955]
product-price: ১১৮ লিটার মাত্র ১৯,৯০০/-*	[1184, 1982, 1324, 2001]
product-price: ১.৫ টন এসি মাত্র ৮৫,৫০০/-*	[844, 2031, 1106, 2049]
classified-item-text: বাড়ি বিক্রয় : শ্যামলী ২নং রোডে ৯৭০ বর্গফুটের রেডি ফ্ল্যাট বিক্রয় হবে। যোগাযোগ: ০১৭১৩০৪৫৫৭০।	[209, 791, 358, 847]
product-model: AH-A12PEV	[612, 1882, 687, 1896]
story-headline: প্রধান জেলে	[696, 746, 816, 774]
product-card	[996, 2105, 1167, 2223]
cash-discount: ২,৯৫০/- নগদ মূল্যছাড়!*	[1184, 1964, 1324, 1982]
classified-column-2	[209, 113, 358, 1834]
product-price: ৩৪৫ লিটার মাত্র ৫৩,৫৫০/-*	[701, 2143, 809, 2175]
classified-item-text: জরুরী আবশ্যক : দেশের ইন্টারন্যাশনাল কোম্পানিতে পুরুষ/মহিলা নিয়োগ। এক্সিকিউটিভ, অফিস সহকারী পদে লোক আবশ্যক। যোগাযোগ : ০১৭১৬-৫৫৮৯৬৮।	[48, 308, 197, 393]
notice-ref: জিটিসিএল-১৮/১৯-২০	[995, 1728, 1094, 1740]
classified-item-ref: সি: ১৬৭৫৬/১৯	[48, 840, 197, 859]
classified-item-text: প্লট বিক্রয় : রাজউক পূর্বাচল উপশহরে রেডি ৩ কাঠা ও ৫ কাঠা প্লট বিক্রয়। যোগাযোগ: ০১৭১৩৫৭৫৩০৩।	[209, 520, 358, 577]
classified-item-text: আবশ্যক : সরকার কর্তৃক অনুমোদিত সংস্থায় ইনভেস্টমেন্ট অফিসার, মেডিক্যাল এসিস্ট্যান্ট, প্যারামেডিক, ছাত্র/ছাত্রী মহিলা/পুরুষ প্রয়োজন। যোগাযোগ: ০১৭৫৪৪৯৯২০৮।	[48, 422, 197, 507]
classified-item-text: নির্মাণ কাজ : ২৫০০/- বর্গফুট বিল্ডিং ও রেস্টুরেন্ট, ডুপ্লেক্স নির্মাণ কাজ করা হয়। যোগাযোগ: ০১৯৬১০৭৩০৬৫।	[370, 1033, 523, 1090]
classified-item-ref: সি: ১৬৭৫৪/১৯	[48, 283, 197, 302]
classified-item-text: প্লট বিক্রয় : পূর্বাচল সংলগ্ন ঢাকা-সিলেট হাইওয়েতে প্লট হস্তান্তর ২০১১ সালে প্রতি কাঠা তিন লক্ষ টাকা। যোগাযোগ: ০১৭০৬০৯৫১০৬।	[209, 691, 358, 762]
min-installment: সর্বনিম্ন মাসিক কিস্তি- ৩,৭৯৫/-	[426, 1937, 688, 1956]
min-installment: সর্বনিম্ন মাসিক কিস্তি- ৪,৫১৯/-	[426, 2049, 688, 2068]
esquire-company-name: Esquire Electronics Ltd	[112, 2251, 341, 2271]
classified-section-head: আবশ্যক	[48, 113, 197, 145]
classified-item-text: প্লট বিক্রয় : পুরান ঢাকার ইসলামপুর অফিসপাড়ায় তিনতলা বাড়ির অংশ বিক্রয় হবে। যোগাযোগ: ০১৭১৬১৭৯১৯২০।	[209, 876, 358, 932]
classified-item-ref: সি: ১৬৭৬৫/১৯	[209, 766, 358, 785]
email-link[interactable]: info.eel@esquirebd.com	[835, 2255, 972, 2268]
classified-item-text: ফ্ল্যাট ভাড়া : ফার্নিসড ফ্ল্যাট ভাড়া হইতে ১৪০০ স্কয়ার ফিট। ঢাকা ক্যান্টনমেন্ট, গেটের পার্শ্বে অফিস ভাড়া দেওয়া হবে। যোগাযোগ: ০১৯০০০০৭৫৪৮।	[209, 150, 358, 221]
notice-date: তারিখ: ০১-১০-২০১৯	[1394, 1419, 1483, 1431]
header-date: ৩ অক্টোবর ২০১৯ । ১৮ আশ্বিন ১৪২৬	[209, 51, 455, 71]
classified-column-3	[370, 643, 523, 1834]
cash-discount: ৩,২০০/- নগদ মূল্যছাড়!*	[1393, 1964, 1533, 1982]
product-price: ১৬৮ লিটার মাত্র ২৪,৯০০/-*	[1393, 1982, 1533, 2001]
classified-item-ref: সি: ১৬৭৫৯/১৯	[209, 666, 358, 685]
cash-discount: ৫,৫০০/- নগদ মূল্যছাড়!*	[701, 2125, 809, 2143]
classified-item-ref: সি: ১৬৫৪৪/১৯	[48, 1433, 197, 1452]
air-conditioner-image	[294, 1900, 417, 1933]
product-card	[1125, 1944, 1328, 2046]
product-card	[1334, 1944, 1537, 2046]
gtcl-logo-icon	[995, 1332, 1057, 1393]
min-installment: সর্বনিম্ন মাসিক কিস্তি- ৪,১৬৫/-	[524, 2175, 632, 2211]
classified-item-ref: সি: ১৬৭৬৫/১৯	[48, 1124, 197, 1144]
refrigerator-image	[1340, 1964, 1389, 2046]
story-body: সশস্ত্র বাহিনী বিভাগের ব্যবস্থাপনায় বাংলাদেশে নিযুক্ত ও দায়িত্বপ্রাপ্ত যুক্তরাষ্ট্র, রাশিয়া, চীন, যুক্তরাজ্য, জাপান ও তুরস্কসহ প্রায় ২০টি দেশের সামরিক উপদেষ্টারা কক্সবাজারের রোহিঙ্গা শরণার্থী শিবির পরিদর্শন করেছেন। আন্তর্জাতিক জনসংযোগ পরিদপ্তরের (আইএসপিআর) এক বিজ্ঞপ্তিতে জানানো হয়, গতকাল ও আজ দুই দিনব্যাপী এ সফরে তারা রোহিঙ্গা শরণার্থী শিবির পরিদর্শন, নির্যাতিত রোহিঙ্গা জনগোষ্ঠীর সঙ্গে আলাপ আলোচনা করেন। রোহিঙ্গা শরণার্থীদের জন্য সরকারের নেওয়া ব্যবস্থা সম্পর্কে তাদের ধারণা দেওয়া হয় এবং মিয়ানমারে ফেরত পাঠানোর বিষয়ে আলোচনা করা হয়। বাংলাদেশে আশ্রিত বলপূর্বক বাস্তুচ্যুত মিয়ানমার নাগরিকদের বর্তমান অবস্থা, মিয়ানমারে ফেরত পাঠানোর বিষয়ে তাদের চিন্তাভাবনা ও প্রত্যাবাসন বিষয়ে আলোচনা করেন। বিদেশি সামরিক উপদেষ্টাদের এই পরিদর্শনের আয়োজন করা হয়েছে বলে	[370, 225, 523, 636]
notice-gd: জি-২১৫৯/১৯ (৪"x৩)	[995, 1756, 1092, 1768]
cash-discount: ২২,৫০০/- নগদ মূল্যছাড়!*	[844, 1900, 1106, 1918]
min-installment: সর্বনিম্ন মাসিক কিস্তি- ৩,৯৩০/-	[347, 2175, 455, 2211]
cash-discount: ৮,৫০০/- নগদ মূল্যছাড়!*	[878, 2125, 986, 2143]
classified-item-text: জরুরী নিয়োগ : Neptune ফার্মা ঔষধ ফ্যাক্টরীতে শিক্ষানবিশ পদে মহিলা/পুরুষ নিয়োগ দেওয়া হবে। ১৫ জন, সুপারভাইজার-১৫ জন। বেতন আলোচনা সাপেক্ষে। যোগাযোগ: ০১৫৪৭৫৩১৫৭৭।	[48, 636, 197, 721]
cash-discount: ১১,৫০০/- নগদ মূল্যছাড়!*	[1232, 2125, 1340, 2157]
product-card	[707, 1992, 1110, 2094]
cash-discount: ৪,৮০০/- নগদ মূল্যছাড়!*	[524, 2125, 632, 2143]
story-headline: বৈদেশিক মিশনের সামরিক উপদেষ্টাদের কক্সবাজার রোহিঙ্গা ক্যাম্প পরিদর্শন	[374, 113, 519, 197]
classified-item-ref: সি: ১৬৭৬৫/১৯	[370, 1378, 523, 1398]
product-model: AH-A18/24SEV	[593, 1994, 687, 2008]
min-installment: সর্বনিম্ন মাসিক কিস্তি- ৫,৩৪৫/-	[1055, 2175, 1163, 2211]
refrigerator-image	[294, 2125, 344, 2207]
classified-item-text: বিক্রয় হবে : মৌজা-ভাউটিয়া, গাজীপুর। জমির পরিমাণ: ৩ বিঘা। ০১৯৯২৮৯০০৫৫। যোগাযোগ: ০১৯৮১-৯৯৪৫৯।	[209, 435, 358, 491]
classified-item-ref: সি: ১৬৭৬৯/১৯	[209, 581, 358, 600]
product-price: ৩৪১ লিটার মাত্র ৫০,২৫০/-*	[524, 2143, 632, 2175]
emi-label: ০% ইন্টারেস্ট-এ ৩৬ ইএমআই*	[91, 2224, 245, 2238]
story-onion-price	[986, 113, 1147, 804]
product-card	[289, 1879, 692, 1982]
hotline-label: HOTLINE	[1278, 2253, 1350, 2269]
product-model: AH-XP13SHVE	[1015, 1882, 1105, 1896]
header-rule	[48, 98, 1528, 101]
product-price: ৩০১ লিটার মাত্র ৪৭,৫০০/-*	[347, 2143, 455, 2175]
classified-item-text: রেডিমেইড বিক্রয় : ঢাকা উত্তরায় মহাসড়ক এর পার্শে রেডিমেইড চারতলা বাড়ি বিক্রয় করা হবে। যোগাযোগ: ০১৯১২৫৬৪১১৮।	[209, 250, 358, 306]
easy-installment-badge: সহজ কিস্তি	[1422, 1850, 1479, 1870]
classified-item-text: জমির শেয়ার বিক্রয় : ঢাকা-মাওয়া হাইওয়ে সংলগ্ন কেরানীগঞ্জে পল্লীতে ৩০ ডিসেমল জমির শেয়ার বিক্রয় করা হবে। যোগাযোগ: ০১৭১৬০৬২৯৩৬।	[209, 1231, 358, 1302]
classified-item-ref: সি: ১৬৭৬৯/১৯	[48, 1039, 197, 1058]
classified-item-text: জরুরী নিয়োগ : বাংলাদেশের বিভিন্ন জেলায় ও বিদেশে কাজ করার জন্য লোক নিয়োগ। যোগাযোগ: ০১৭০৮৯৮৭৬৯৫।	[48, 1064, 197, 1120]
website-link[interactable]: www.esquireelectronicsltd.com	[1012, 2255, 1188, 2268]
facebook-link[interactable]: /esquire.eel	[707, 2255, 773, 2268]
notice-memo: সূত্র নং-২৮.১৪.০০০০.১১২.৩২.১০৫.১৯.৩৪৯	[995, 1419, 1179, 1431]
fridge-image	[160, 2064, 210, 2171]
product-card	[1173, 2105, 1344, 2223]
notice-website[interactable]: www.gtcl.org.bd	[1175, 1385, 1260, 1397]
cash-discount: ১৫,৮০০/- নগদ মূল্যছাড়!*	[426, 2012, 688, 2031]
story-byline: কূটনৈতিক প্রতিবেদক	[986, 914, 1080, 928]
